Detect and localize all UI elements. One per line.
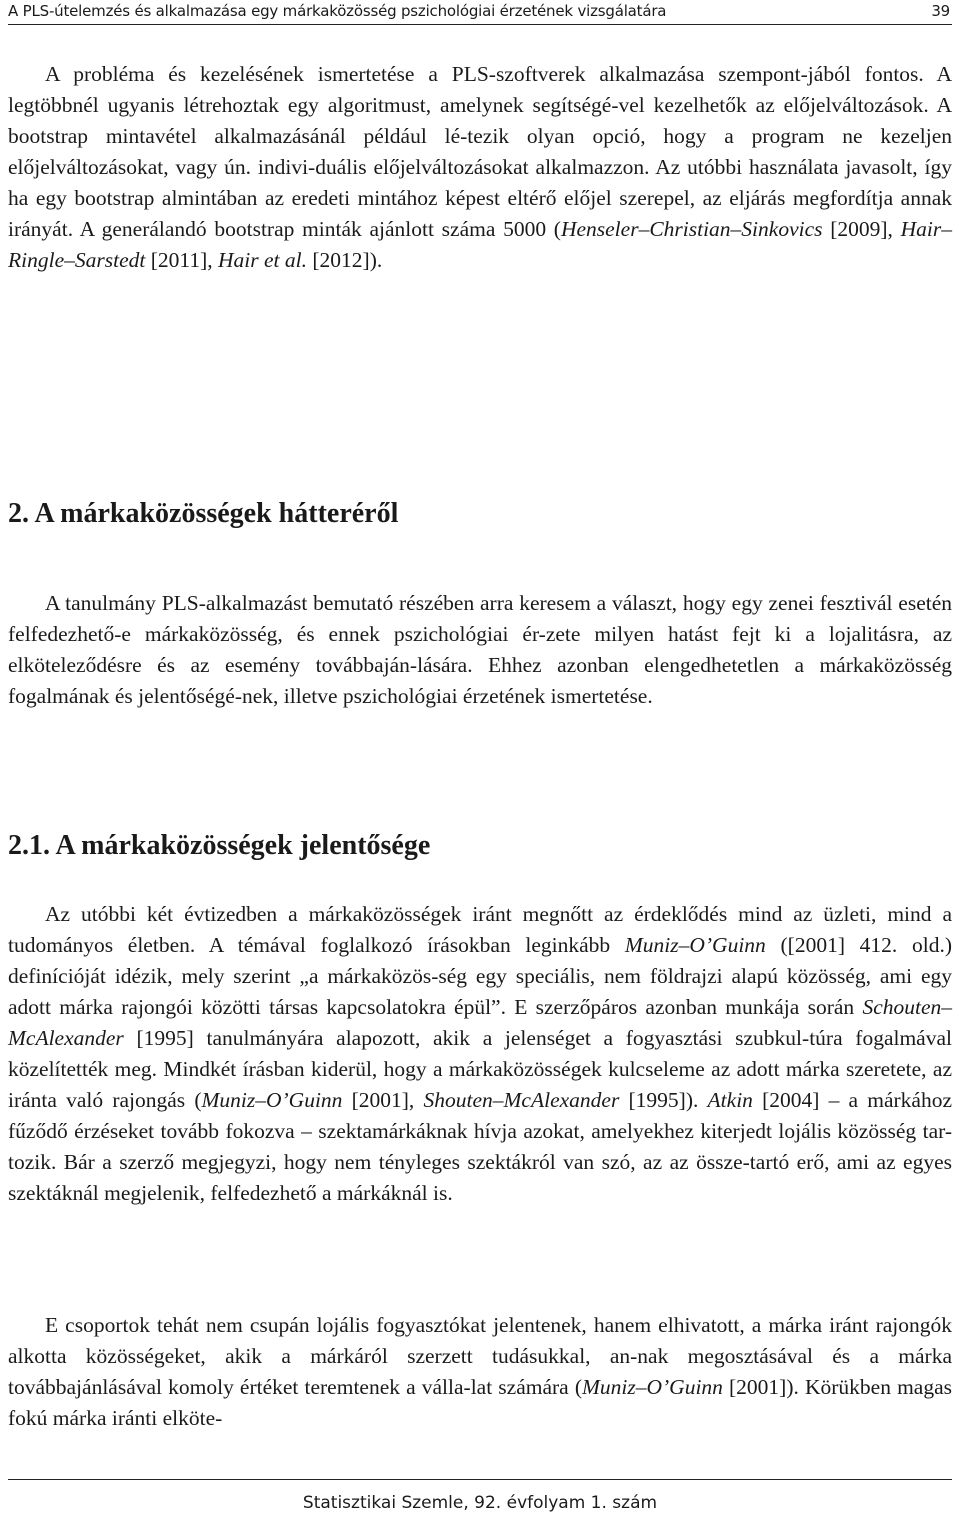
paragraph-brand-community-value (8, 1310, 952, 1434)
paragraph-text: E csoportok tehát nem csupán lojális fogyasztókat jelentenek, hanem elhivatott, a márka iránt rajongók alkotta közösségeket, akik a márkáról szerzett tudásukkal, an-nak megosztásával és a márka továbbajánlásával komoly értéket teremtenek a válla-lat számára (Muniz–O’Guinn [2001]). Körükben magas fokú márka iránti elköte- (8, 1313, 952, 1430)
section-heading-2: 2. A márkaközösségek hátteréről (8, 498, 399, 529)
paragraph-pls-bootstrap (8, 59, 952, 276)
paragraph-study-aim (8, 588, 952, 712)
paragraph-brand-community-definition (8, 899, 952, 1209)
running-header-title: A PLS-útelemzés és alkalmazása egy márkaközösség pszichológiai érzetének vizsgálatára (8, 2, 667, 20)
paragraph-text: A tanulmány PLS-alkalmazást bemutató részében arra keresem a választ, hogy egy zenei fesztivál esetén felfedezhető-e márkaközösség, és ennek pszichológiai ér-zete milyen hatást fejt ki a lojalitásra, az elköteleződésre és az esemény továbbaján-lására. Ehhez azonban elengedhetetlen a márkaközösség fogalmának és jelentőségé-nek, illetve pszichológiai érzetének ismertetése. (8, 591, 952, 708)
journal-name: Statisztikai Szemle, 92. évfolyam 1. szám (302, 1493, 658, 1513)
paragraph-text: A probléma és kezelésének ismertetése a PLS-szoftverek alkalmazása szempont-jából fontos. A legtöbbnél ugyanis létrehoztak egy algoritmust, amelynek segítségé-vel kezelhetők az előjelváltozások. A bootstrap mintavétel alkalmazásánál például lé-tezik olyan opció, hogy a program ne kezeljen előjelváltozásokat, vagy ún. indivi-duális előjelváltozásokat alkalmazzon. Az utóbbi használata javasolt, így ha egy bootstrap almintában az eredeti mintához képest eltérő előjel szerepel, az eljárás megfordítja annak irányát. A generálandó bootstrap minták ajánlott száma 5000 (Henseler–Christian–Sinkovics [2009], Hair–Ringle–Sarstedt [2011], Hair et al. [2012]). (8, 62, 952, 272)
page-footer (8, 1479, 952, 1513)
section-heading-2-1: 2.1. A márkaközösségek jelentősége (8, 830, 431, 861)
page-number: 39 (931, 2, 950, 20)
paragraph-text: Az utóbbi két évtizedben a márkaközösségek iránt megnőtt az érdeklődés mind az üzleti, mind a tudományos életben. A témával foglalkozó írásokban leginkább Muniz–O’Guinn ([2001] 412. old.) definícióját idézik, mely szerint „a márkaközös-ség egy speciális, nem földrajzi alapú közösség, ami egy adott márka rajongói közötti társas kapcsolatokra épül”. E szerzőpáros azonban munkája során Schouten–McAlexander [1995] tanulmányára alapozott, akik a jelenséget a fogyasztási szubkul-túra fogalmával közelítették meg. Mindkét írásban kiderül, hogy a márkaközösségek kulcseleme az adott márka szeretete, az iránta való rajongás (Muniz–O’Guinn [2001], Shouten–McAlexander [1995]). Atkin [2004] – a márkához fűződő érzéseket tovább fokozva – szektamárkáknak hívja azokat, amelyekhez kiterjedt lojális közösség tar-tozik. Bár a szerző megjegyzi, hogy nem tényleges szektákról van szó, az az össze-tartó erő, ami az egyes szektáknál megjelenik, felfedezhető a márkáknál is. (8, 902, 953, 1205)
running-header (8, 0, 952, 25)
